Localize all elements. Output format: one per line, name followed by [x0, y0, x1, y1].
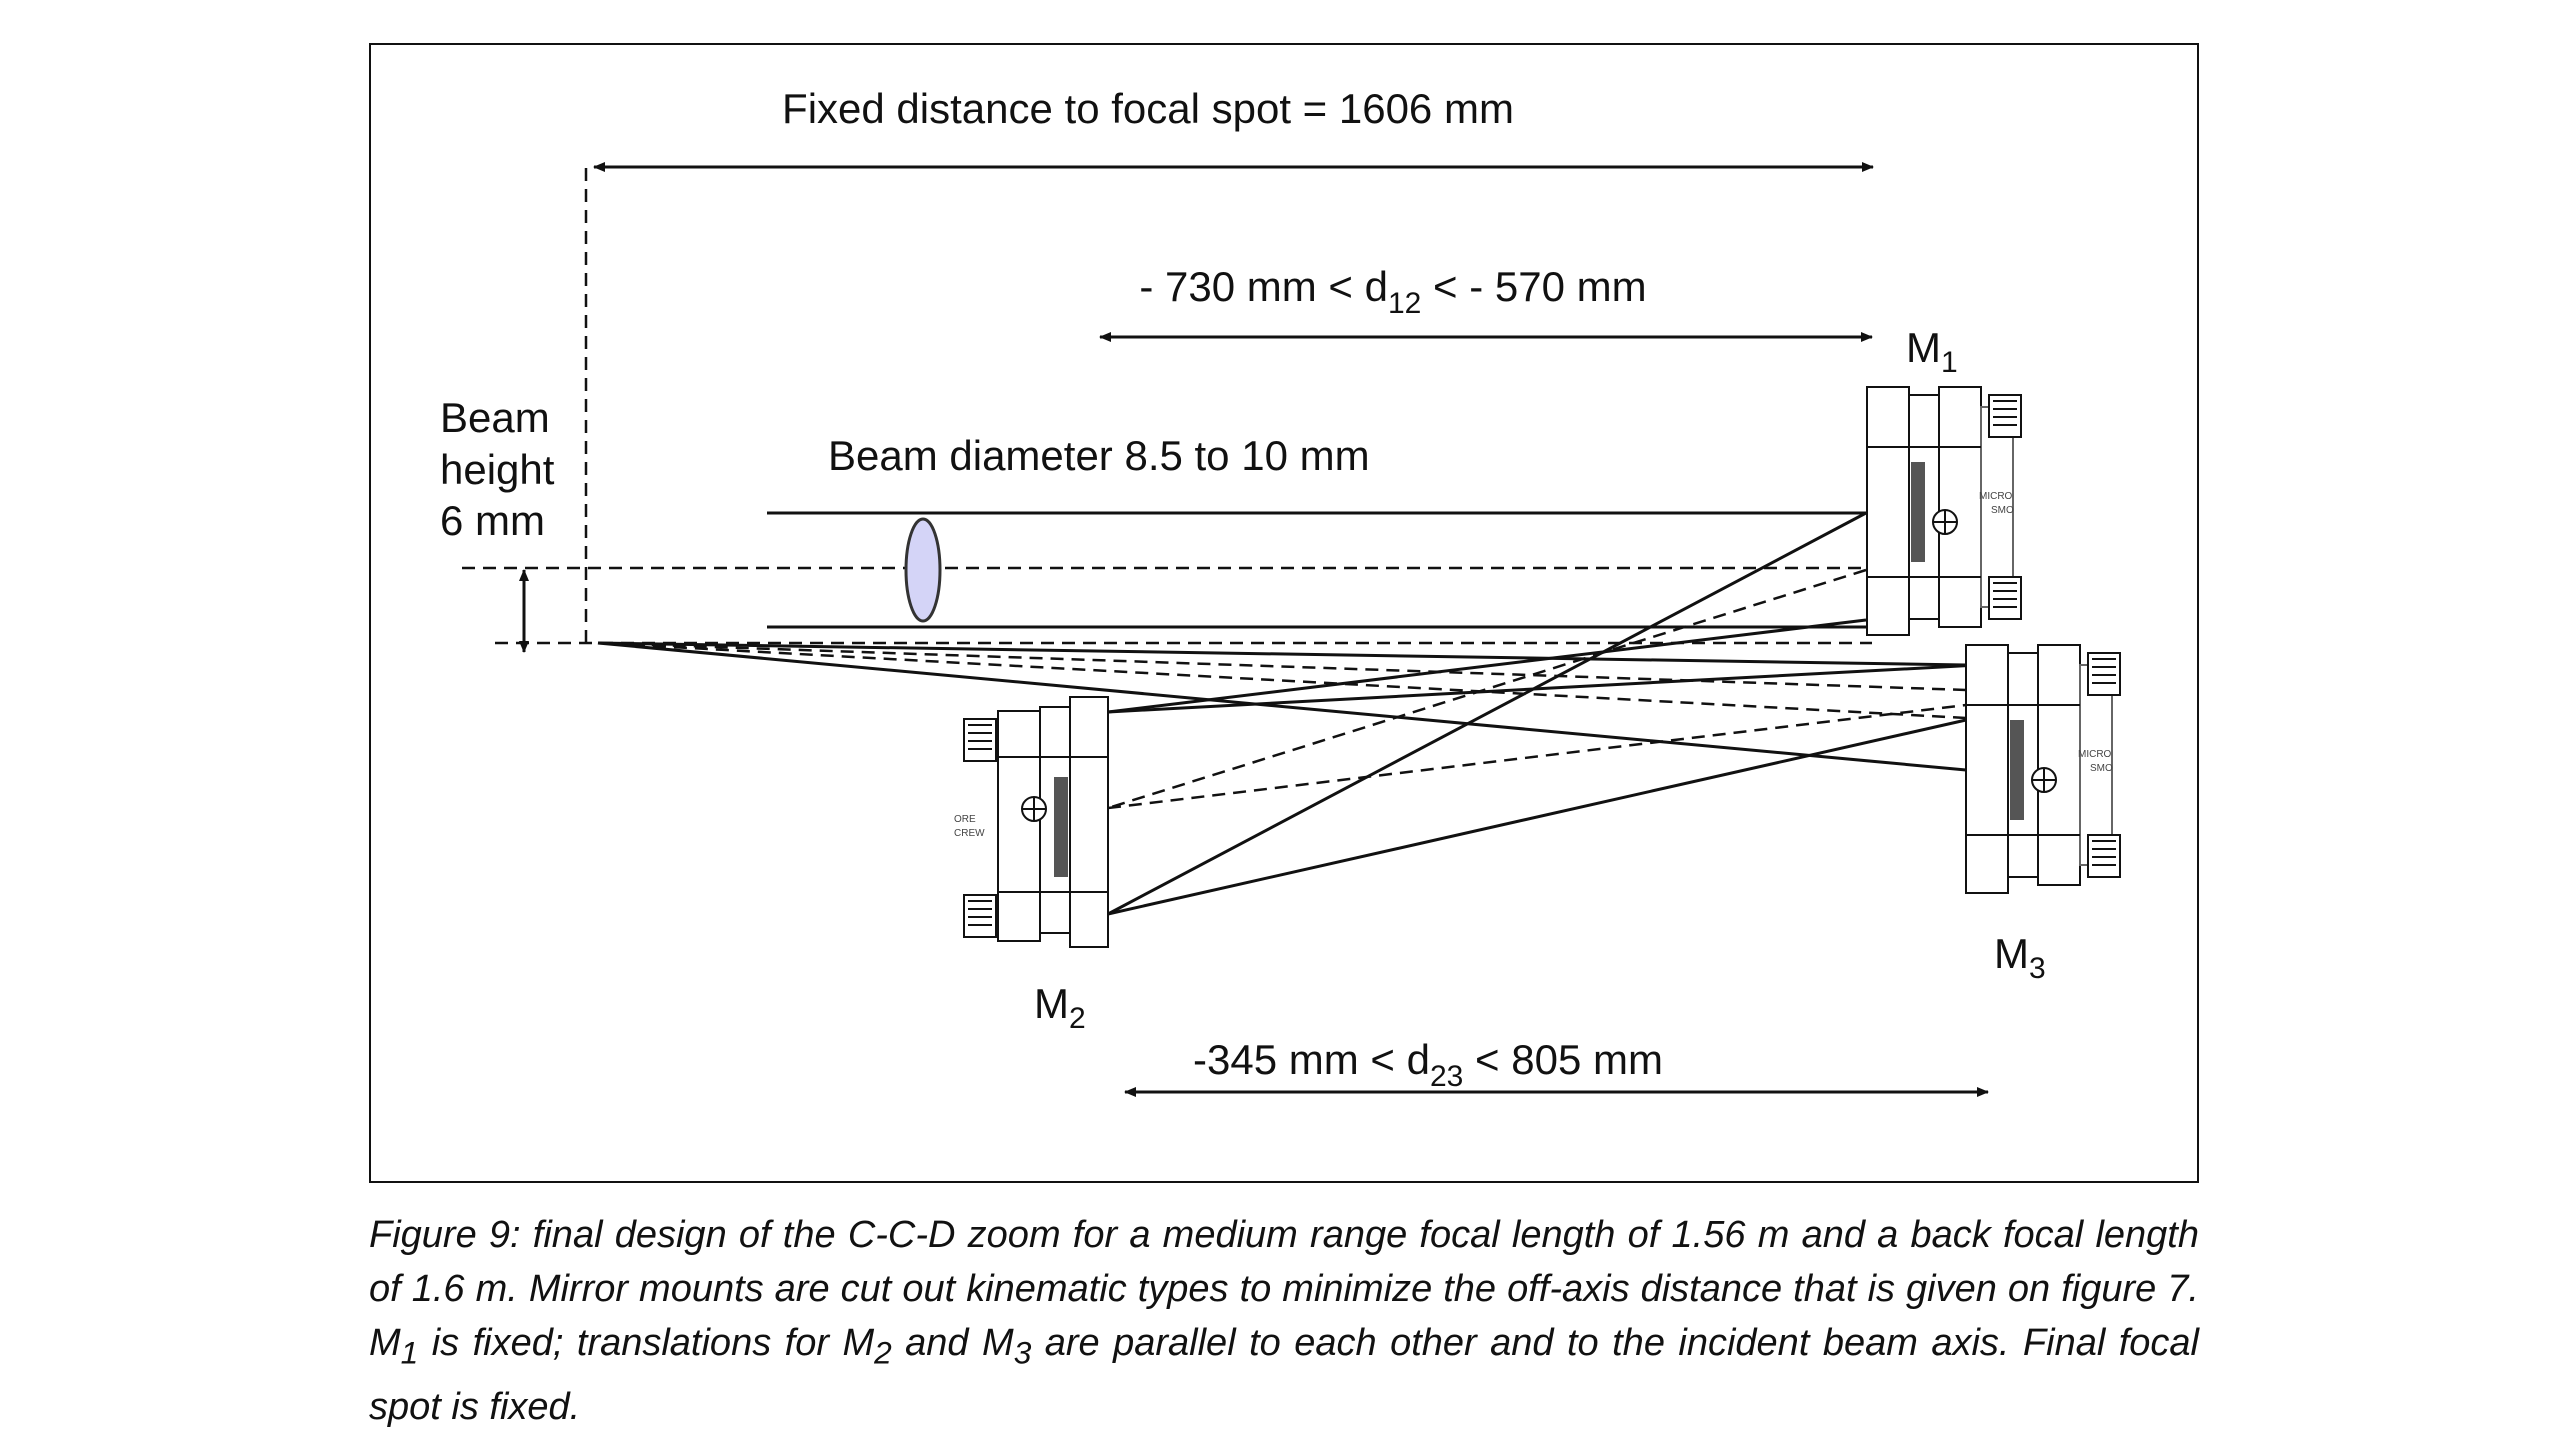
- mirror-m1-label: $M_1$: [1906, 324, 1958, 379]
- beam-height-label: [440, 394, 555, 544]
- d12-subscript: 12: [1387, 287, 1422, 320]
- lens-ellipse: [906, 519, 940, 621]
- mirror-m3-mount: [1966, 645, 2120, 893]
- svg-text:SMO: SMO: [1991, 505, 2014, 516]
- mirror-m2-mount: [964, 697, 1108, 947]
- mirror-m2-mount-text-2: CREW: [954, 828, 985, 839]
- ray-paths: [598, 513, 1978, 914]
- mirror-m2-mount-text-1: ORE: [954, 814, 976, 825]
- mirror-m3-label: $M_3$: [1994, 930, 2046, 985]
- d12-post: < - 570 mm: [1421, 263, 1647, 310]
- d23-range-label: [1193, 1036, 1663, 1093]
- d12-pre: - 730 mm < d: [1139, 263, 1388, 310]
- svg-text:MICRO: MICRO: [2078, 749, 2112, 760]
- d23-subscript: 23: [1429, 1060, 1464, 1093]
- d23-pre: -345 mm < d: [1193, 1036, 1430, 1083]
- svg-text:SMO: SMO: [2090, 763, 2113, 774]
- fixed-distance-label: Fixed distance to focal spot = 1606 mm: [782, 85, 1514, 132]
- svg-text:Beam: Beam: [440, 394, 550, 441]
- beam-diameter-label: Beam diameter 8.5 to 10 mm: [828, 432, 1370, 479]
- svg-text:MICRO: MICRO: [1979, 491, 2013, 502]
- figure-caption: Figure 9: final design of the C-C-D zoom for a medium range focal length of 1.56 m and a back focal length of 1.6 m. Mirror mounts are cut out kinematic types to minimize the off-axis distance that is given on figure 7. $M_1$ is fixed; translations for $M_2$ and $M_3$ are parallel to each other and to the incident beam axis. Final focal spot is fixed.: [369, 1214, 2199, 1428]
- mirror-m2-label: $M_2$: [1034, 980, 1086, 1035]
- d23-post: < 805 mm: [1463, 1036, 1663, 1083]
- mirror-m1-mount: [1867, 387, 2021, 635]
- svg-text:6 mm: 6 mm: [440, 497, 545, 544]
- d12-range-label: [1139, 263, 1646, 320]
- svg-text:height: height: [440, 446, 555, 493]
